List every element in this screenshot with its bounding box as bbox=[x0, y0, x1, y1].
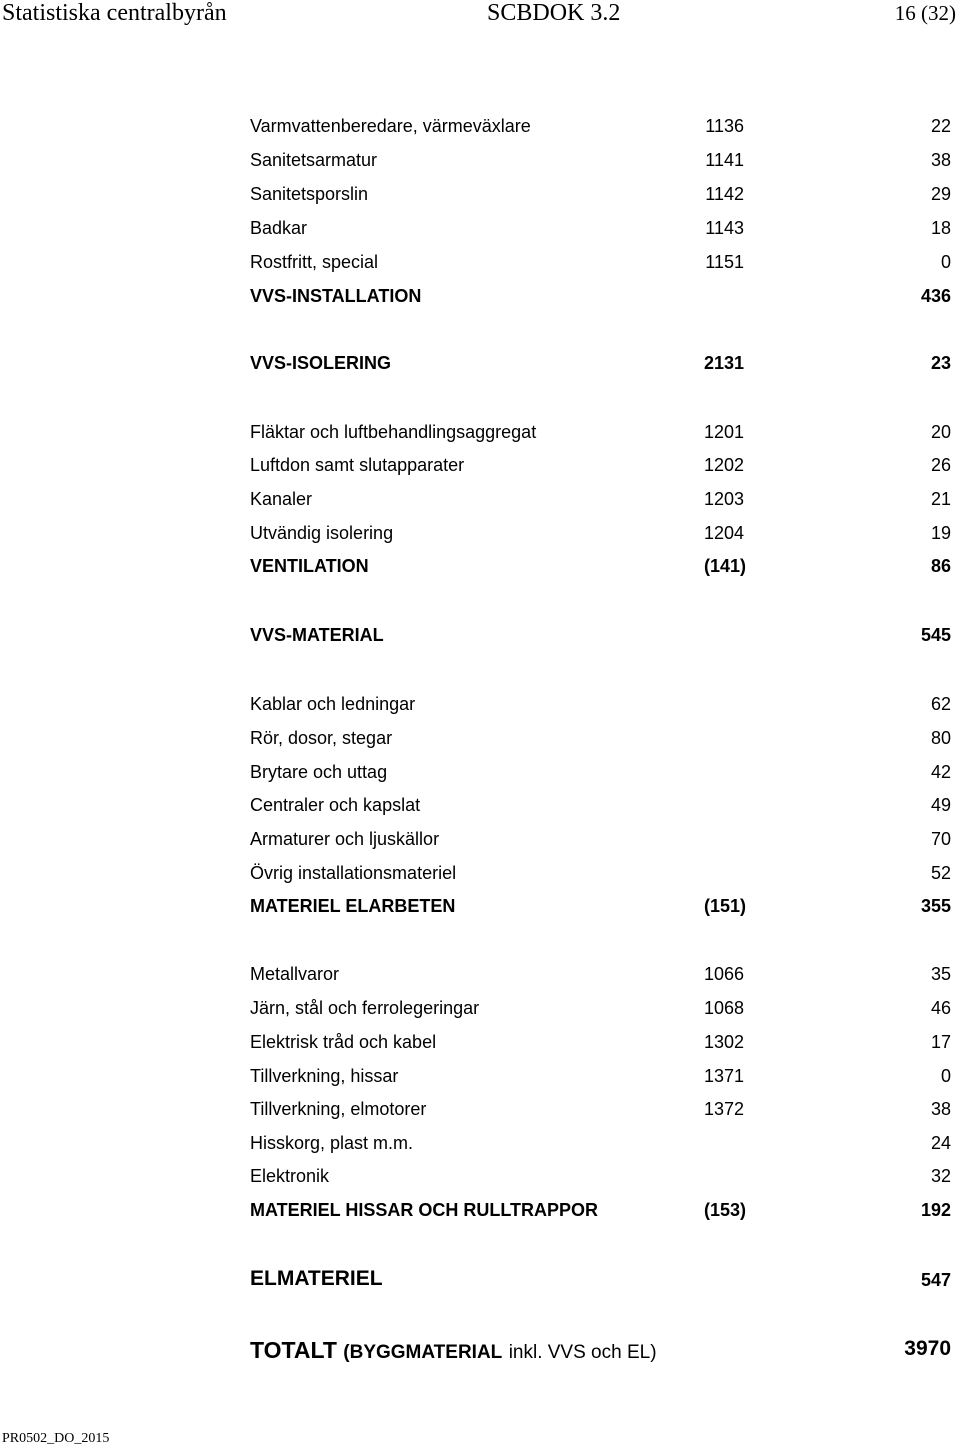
table-row bbox=[0, 762, 960, 788]
row-value: 86 bbox=[930, 556, 951, 576]
row-value: 29 bbox=[930, 184, 951, 204]
row-code: 2131 bbox=[703, 353, 744, 373]
row-value: 0 bbox=[940, 252, 951, 272]
table-row bbox=[0, 998, 960, 1024]
row-value: 38 bbox=[930, 150, 951, 170]
row-code: 1142 bbox=[705, 184, 744, 204]
row-value: 192 bbox=[920, 1200, 951, 1220]
table-row bbox=[0, 523, 960, 549]
table-row bbox=[0, 116, 960, 142]
total-word: TOTALT bbox=[250, 1337, 337, 1363]
table-row bbox=[0, 1066, 960, 1092]
table-row bbox=[0, 1032, 960, 1058]
total-qualifier: (BYGGMATERIAL bbox=[343, 1342, 503, 1363]
row-label: Metallvaror bbox=[250, 964, 340, 984]
row-label: Varmvattenberedare, värmeväxlare bbox=[250, 116, 531, 136]
row-label: Tillverkning, hissar bbox=[250, 1066, 399, 1086]
row-value: 21 bbox=[930, 489, 951, 509]
table-row bbox=[0, 728, 960, 754]
document-id: SCBDOK 3.2 bbox=[487, 0, 621, 26]
row-code: (141) bbox=[703, 556, 746, 576]
row-label: Kablar och ledningar bbox=[250, 694, 416, 714]
row-value: 52 bbox=[930, 863, 951, 883]
row-value: 436 bbox=[920, 286, 951, 306]
table-row bbox=[0, 150, 960, 176]
row-label: Brytare och uttag bbox=[250, 762, 388, 782]
table-row bbox=[0, 694, 960, 720]
row-label: MATERIEL HISSAR OCH RULLTRAPPOR bbox=[250, 1200, 599, 1220]
row-value: 46 bbox=[930, 998, 951, 1018]
row-value: 35 bbox=[930, 964, 951, 984]
row-label: Badkar bbox=[250, 218, 308, 238]
footer-id: PR0502_DO_2015 bbox=[2, 1431, 110, 1446]
page-header bbox=[0, 0, 960, 32]
row-value: 19 bbox=[930, 523, 951, 543]
row-code: 1201 bbox=[703, 422, 744, 442]
grand-total-row bbox=[0, 1337, 960, 1366]
subtotal-row bbox=[0, 353, 960, 379]
row-label: Hisskorg, plast m.m. bbox=[250, 1133, 414, 1153]
row-code: 1202 bbox=[703, 455, 744, 475]
row-code: 1151 bbox=[705, 252, 744, 272]
row-label: Fläktar och luftbehandlingsaggregat bbox=[250, 422, 537, 442]
row-value: 17 bbox=[930, 1032, 951, 1052]
row-code: 1204 bbox=[703, 523, 744, 543]
row-label: VVS-INSTALLATION bbox=[250, 286, 422, 306]
row-label: VVS-ISOLERING bbox=[250, 353, 392, 373]
row-value: 26 bbox=[930, 455, 951, 475]
row-code: 1141 bbox=[705, 150, 744, 170]
row-code: (153) bbox=[703, 1200, 746, 1220]
subtotal-row bbox=[0, 1200, 960, 1226]
row-label: Rör, dosor, stegar bbox=[250, 728, 393, 748]
table-row bbox=[0, 1166, 960, 1192]
table-row bbox=[0, 455, 960, 481]
row-value: 70 bbox=[930, 829, 951, 849]
table-row bbox=[0, 1133, 960, 1159]
row-label: MATERIEL ELARBETEN bbox=[250, 896, 456, 916]
table-row bbox=[0, 1099, 960, 1125]
section-total-row bbox=[0, 1267, 960, 1296]
table-row bbox=[0, 795, 960, 821]
page-number: 16 (32) bbox=[894, 1, 956, 25]
table-row bbox=[0, 829, 960, 855]
table-row bbox=[0, 964, 960, 990]
row-value: 49 bbox=[930, 795, 951, 815]
subtotal-row bbox=[0, 625, 960, 651]
subtotal-row bbox=[0, 286, 960, 312]
row-label: VVS-MATERIAL bbox=[250, 625, 384, 645]
table-row bbox=[0, 863, 960, 889]
row-value: 24 bbox=[930, 1133, 951, 1153]
total-note: inkl. VVS och EL) bbox=[508, 1342, 657, 1363]
row-code: (151) bbox=[703, 896, 746, 916]
row-value: 42 bbox=[930, 762, 951, 782]
row-label: Centraler och kapslat bbox=[250, 795, 421, 815]
row-code: 1302 bbox=[703, 1032, 744, 1052]
row-label: Sanitetsarmatur bbox=[250, 150, 378, 170]
row-label: ELMATERIEL bbox=[250, 1267, 383, 1290]
grand-total-label bbox=[250, 1337, 657, 1364]
row-label: Elektronik bbox=[250, 1166, 330, 1186]
row-code: 1372 bbox=[703, 1099, 744, 1119]
row-value: 23 bbox=[930, 353, 951, 373]
table-row bbox=[0, 252, 960, 278]
row-value: 18 bbox=[930, 218, 951, 238]
row-label: Luftdon samt slutapparater bbox=[250, 455, 465, 475]
row-label: Armaturer och ljuskällor bbox=[250, 829, 440, 849]
row-label: Tillverkning, elmotorer bbox=[250, 1099, 427, 1119]
row-value: 20 bbox=[930, 422, 951, 442]
organization-name: Statistiska centralbyrån bbox=[2, 0, 227, 26]
row-code: 1371 bbox=[703, 1066, 744, 1086]
table-row bbox=[0, 422, 960, 448]
row-value: 80 bbox=[930, 728, 951, 748]
table-row bbox=[0, 184, 960, 210]
row-value: 0 bbox=[940, 1066, 951, 1086]
row-code: 1203 bbox=[703, 489, 744, 509]
row-code: 1136 bbox=[705, 116, 744, 136]
row-label: Elektrisk tråd och kabel bbox=[250, 1032, 437, 1052]
row-code: 1066 bbox=[703, 964, 744, 984]
table-row bbox=[0, 218, 960, 244]
row-value: 38 bbox=[930, 1099, 951, 1119]
row-label: Övrig installationsmateriel bbox=[250, 863, 457, 883]
subtotal-row bbox=[0, 896, 960, 922]
table-row bbox=[0, 489, 960, 515]
row-value: 545 bbox=[920, 625, 951, 645]
subtotal-row bbox=[0, 556, 960, 582]
row-label: VENTILATION bbox=[250, 556, 369, 576]
row-value: 32 bbox=[930, 1166, 951, 1186]
row-code: 1068 bbox=[703, 998, 744, 1018]
row-label: Sanitetsporslin bbox=[250, 184, 369, 204]
row-code: 1143 bbox=[705, 218, 744, 238]
row-value: 547 bbox=[920, 1270, 951, 1290]
row-label: Järn, stål och ferrolegeringar bbox=[250, 998, 480, 1018]
row-label: Kanaler bbox=[250, 489, 313, 509]
grand-total-value: 3970 bbox=[904, 1337, 951, 1360]
row-value: 355 bbox=[920, 896, 951, 916]
row-value: 62 bbox=[930, 694, 951, 714]
row-label: Rostfritt, special bbox=[250, 252, 379, 272]
row-value: 22 bbox=[930, 116, 951, 136]
row-label: Utvändig isolering bbox=[250, 523, 394, 543]
